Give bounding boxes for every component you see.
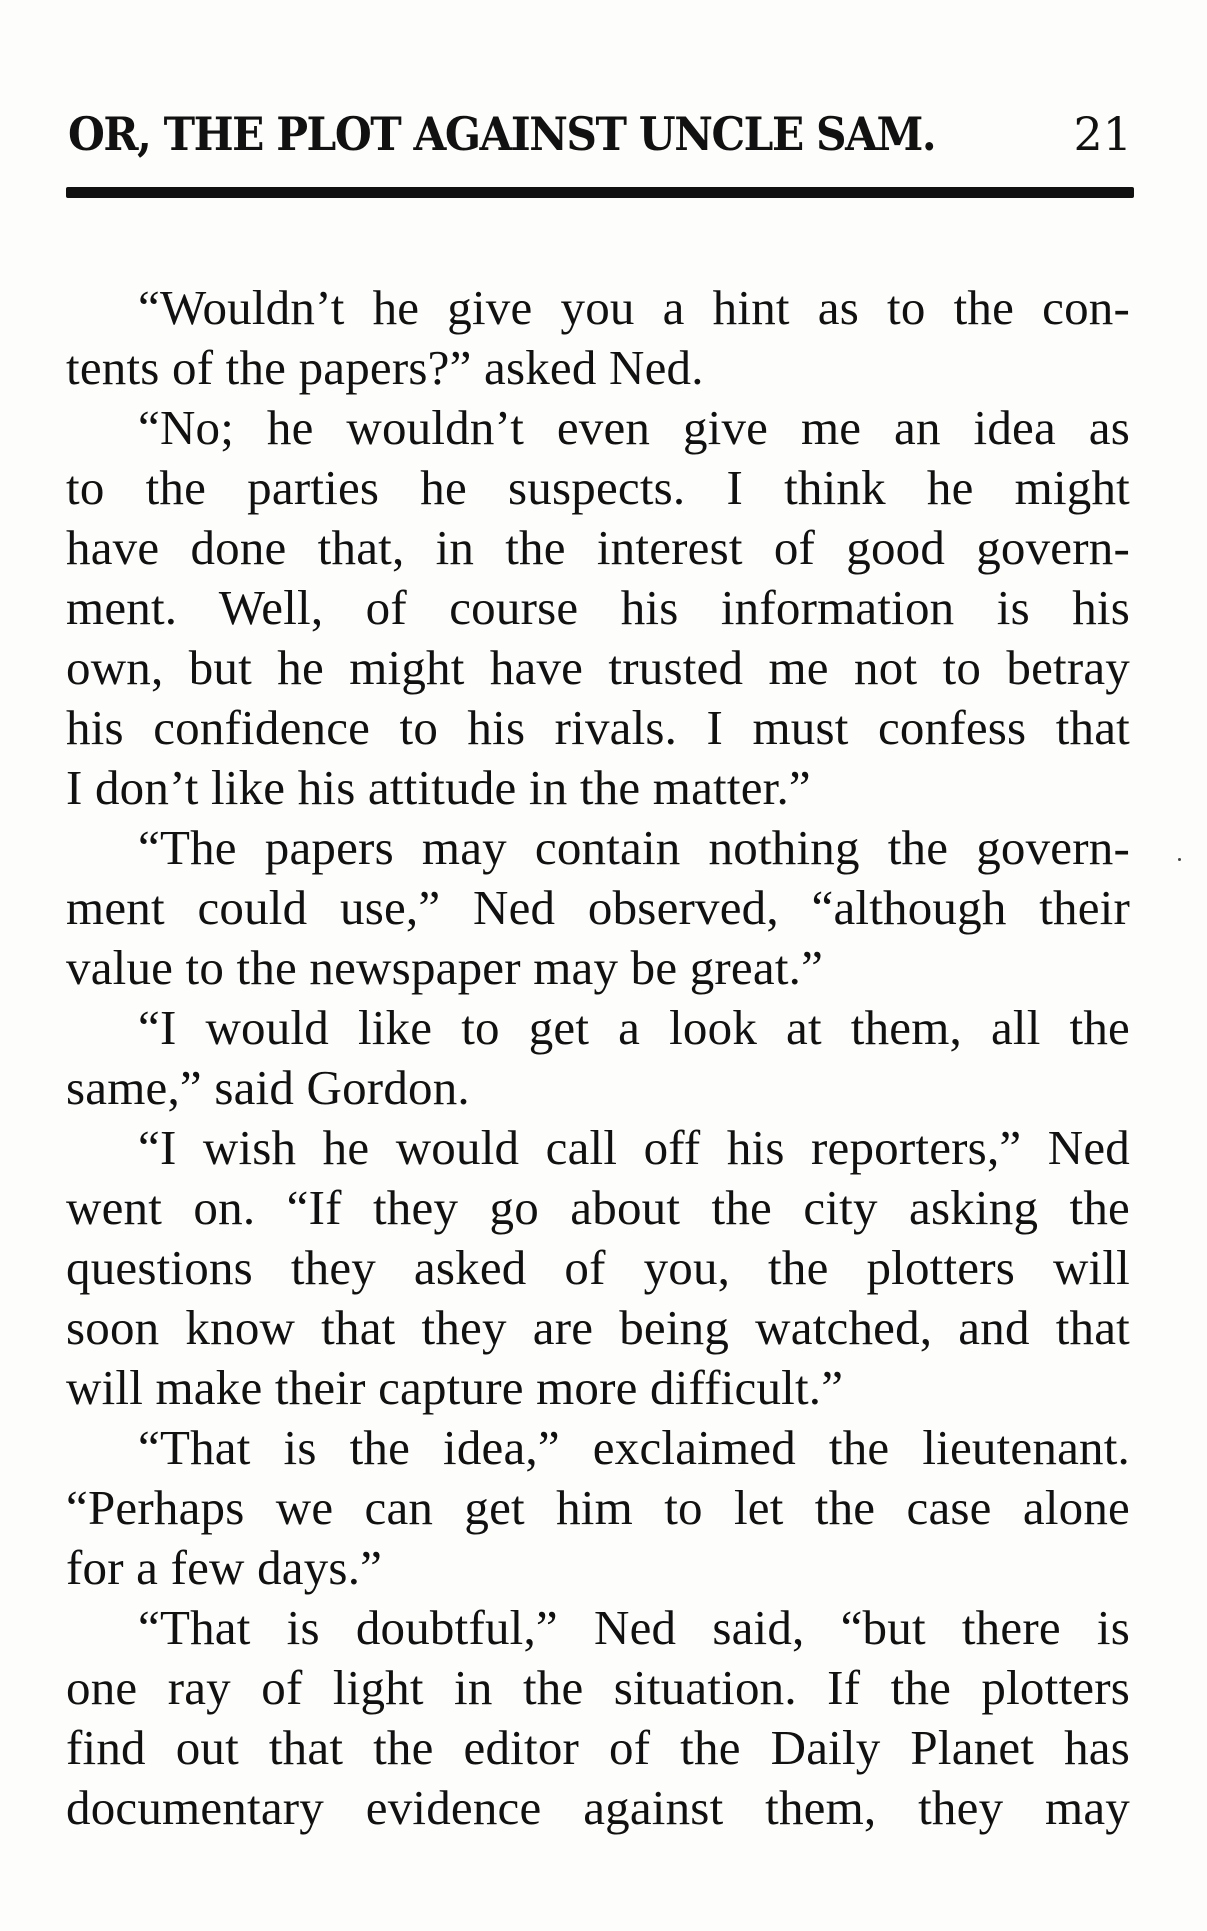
text-line: his confidence to his rivals. I must confess that [66, 700, 1130, 755]
text-line: to the parties he suspects. I think he might [66, 460, 1130, 515]
body-text [66, 278, 1130, 1838]
text-line: ment. Well, of course his information is his [66, 580, 1130, 635]
running-title: OR, THE PLOT AGAINST UNCLE SAM. [68, 107, 936, 161]
paper-speck [1178, 858, 1181, 861]
header-rule [66, 187, 1134, 198]
text-line: own, but he might have trusted me not to betray [66, 640, 1130, 695]
text-line: have done that, in the interest of good govern- [66, 520, 1130, 575]
text-line: soon know that they are being watched, and that [66, 1300, 1130, 1355]
running-head [68, 104, 1132, 164]
text-line: “Perhaps we can get him to let the case alone [66, 1480, 1130, 1535]
text-line: went on. “If they go about the city asking the [66, 1180, 1130, 1235]
text-line: “The papers may contain nothing the govern- [138, 820, 1130, 875]
text-line: “No; he wouldn’t even give me an idea as [138, 400, 1130, 455]
text-line: same,” said Gordon. [66, 1060, 470, 1115]
text-line: for a few days.” [66, 1540, 383, 1595]
text-line: find out that the editor of the Daily Planet has [66, 1720, 1130, 1775]
text-line: value to the newspaper may be great.” [66, 940, 824, 995]
text-line: will make their capture more difficult.” [66, 1360, 844, 1415]
text-line: “I would like to get a look at them, all the [138, 1000, 1130, 1055]
text-line: one ray of light in the situation. If the plotters [66, 1660, 1130, 1715]
text-line: ment could use,” Ned observed, “although their [66, 880, 1130, 935]
text-line: questions they asked of you, the plotters will [66, 1240, 1130, 1295]
text-line: documentary evidence against them, they may [66, 1780, 1130, 1835]
text-line: “That is doubtful,” Ned said, “but there is [138, 1600, 1130, 1655]
page-number: 21 [1073, 107, 1132, 161]
text-line: “That is the idea,” exclaimed the lieutenant. [138, 1420, 1130, 1475]
text-line: I don’t like his attitude in the matter.” [66, 760, 811, 815]
text-line: “I wish he would call off his reporters,” Ned [138, 1120, 1130, 1175]
text-line: “Wouldn’t he give you a hint as to the con- [138, 280, 1130, 335]
text-line: tents of the papers?” asked Ned. [66, 340, 704, 395]
